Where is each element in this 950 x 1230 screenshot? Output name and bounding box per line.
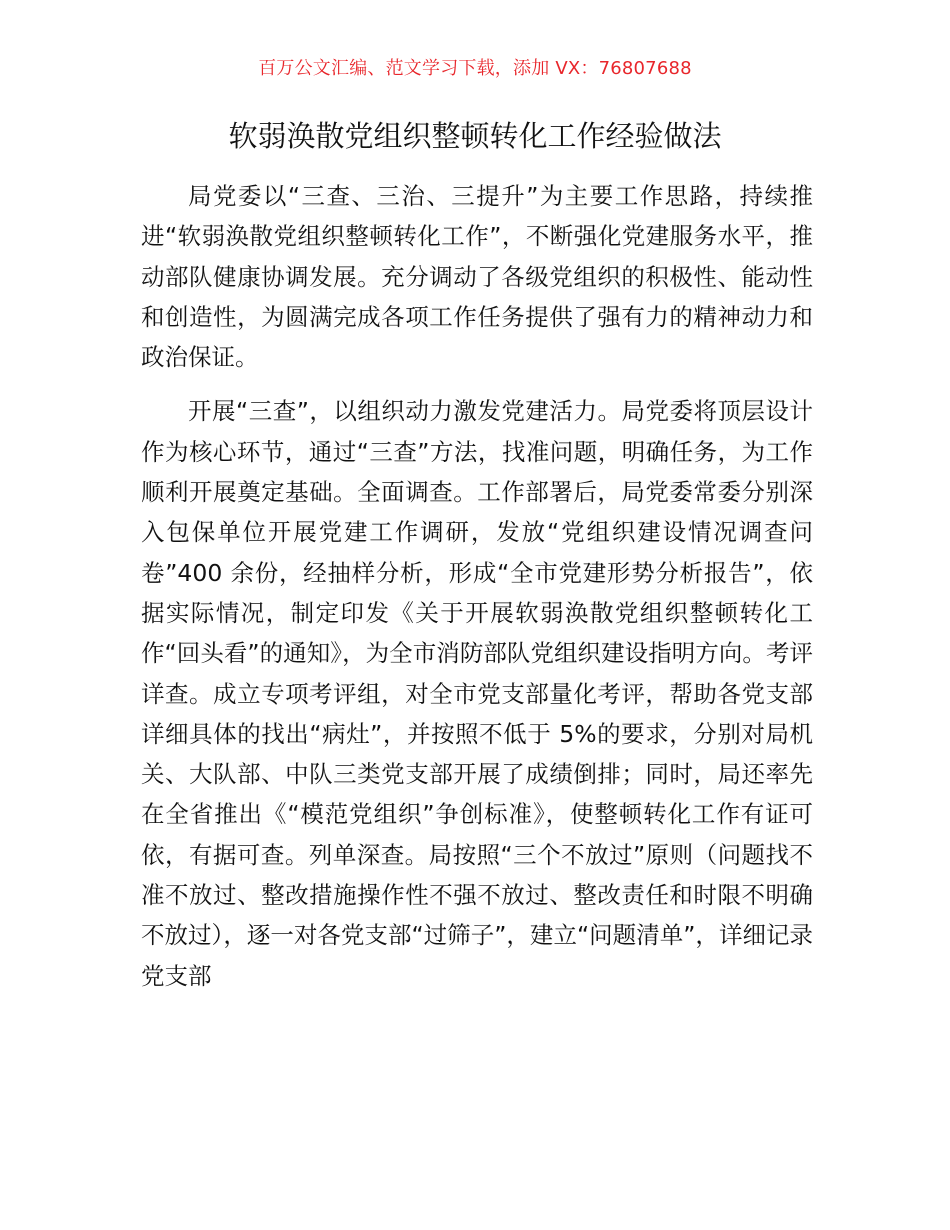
document-title: 软弱涣散党组织整顿转化工作经验做法 — [228, 119, 722, 153]
document-body — [141, 176, 813, 1010]
paragraph-three-checks: 开展“三查”，以组织动力激发党建活力。局党委将顶层设计作为核心环节，通过“三查”方法，找准问题，明确任务，为工作顺利开展奠定基础。全面调查。工作部署后，局党委常委分别深入包保单位开展党建工作调研，发放“党组织建设情况调查问卷”400 余份，经抽样分析，形成“全市党建形势分析报告”，依据实际情况，制定印发《关于开展软弱涣散党组织整顿转化工作“回头看”的通知》，为全市消防部队党组织建设指明方向。考评详查。成立专项考评组，对全市党支部量化考评，帮助各党支部详细具体的找出“病灶”，并按照不低于 5%的要求，分别对局机关、大队部、中队三类党支部开展了成绩倒排；同时，局还率先在全省推出《“模范党组织”争创标准》，使整顿转化工作有证可依，有据可查。列单深查。局按照“三个不放过”原则（问题找不准不放过、整改措施操作性不强不放过、整改责任和时限不明确不放过），逐一对各党支部“过筛子”，建立“问题清单”，详细记录党支部 — [141, 397, 813, 990]
paragraph-intro: 局党委以“三查、三治、三提升”为主要工作思路，持续推进“软弱涣散党组织整顿转化工作”，不断强化党建服务水平，推动部队健康协调发展。充分调动了各级党组织的积极性、能动性和创造性，为圆满完成各项工作任务提供了强有力的精神动力和政治保证。 — [141, 182, 813, 372]
watermark-header: 百万公文汇编、范文学习下载，添加 VX：76807688 — [258, 58, 692, 79]
